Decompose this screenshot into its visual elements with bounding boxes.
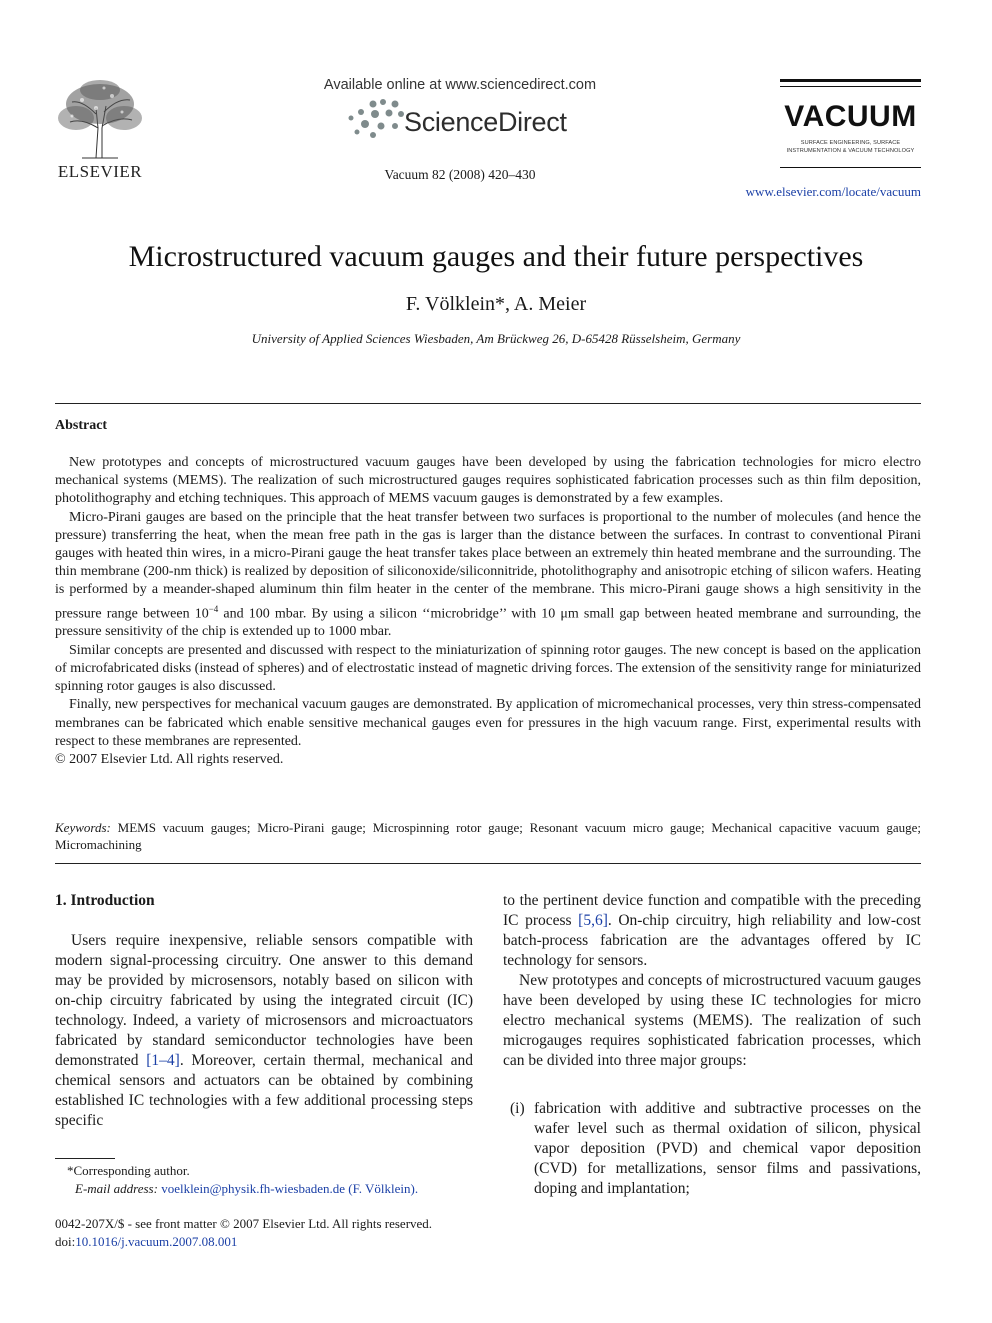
citation-link[interactable]: [5,6] [578,912,608,929]
section-heading: 1. Introduction [55,892,155,909]
journal-citation: Vacuum 82 (2008) 420–430 [384,167,536,182]
corresponding-author-note: *Corresponding author. [67,1163,190,1178]
email-note: E-mail address: voelklein@physik.fh-wiesbaden.de (F. Völklein). [75,1181,419,1196]
journal-rule [780,86,921,87]
journal-subtitle: SURFACE ENGINEERING, SURFACE INSTRUMENTATION & VACUUM TECHNOLOGY [786,140,915,154]
doi-line: doi:10.1016/j.vacuum.2007.08.001 [55,1234,238,1249]
available-online[interactable]: Available online at www.sciencedirect.com [323,77,597,93]
keywords-list: MEMS vacuum gauges; Micro-Pirani gauge; Microspinning rotor gauge; Resonant vacuum micro gauge; Mechanical capacitive vacuum gauge; Micromachining [55,820,921,852]
abstract-paragraph: Similar concepts are presented and discussed with respect to the miniaturization of spinning rotor gauges. The new concept is based on the application of microfabricated disks (instead of spheres) and of electrostatic instead of magnetic driving forces. The extension of the sensitivity range for miniaturized spinning rotor gauges is also discussed. [55,642,921,695]
intro-right-column [503,891,921,1071]
abstract-heading: Abstract [55,418,108,433]
abstract-paragraph: Micro-Pirani gauges are based on the principle that the heat transfer between two surfaces is proportional to the number of molecules (and hence the pressure) transferring the heat, when the mean free path in the gas is larger than the distance between the surfaces. In contrast to conventional Pirani gauges with heated thin wires, in a micro-Pirani gauge the heat transfer takes place between an extremely thin heated membrane and the surrounding. The thin membrane (200-nm thick) is realized by deposition of siliconoxide/siliconnitride, photolithography and anisotropic etching of silicon wafers. Heating is performed by a meander-shaped aluminum thin film heater in the center of the membrane. This micro-Pirani gauge shows a high sensitivity in the pressure range between $10^{-4}$ and 100 mbar. By using a silicon ‘‘microbridge’’ with 10 μm small gap between heated membrane and surrounding, the pressure sensitivity of the chip is extended up to 1000 mbar. [55,509,921,640]
journal-url-link[interactable]: www.elsevier.com/locate/vacuum [745,184,921,199]
intro-paragraph: New prototypes and concepts of microstructured vacuum gauges have been developed by using these IC technologies for micro electro mechanical systems (MEMS). The realization of such microgauges requires sophisticated fabrication processes, which can be divided into three major groups: [503,972,921,1069]
list-item-label: (i) [510,1100,525,1117]
author-affiliation: University of Applied Sciences Wiesbaden, Am Brückweg 26, D-65428 Rüsselsheim, Germany [251,331,741,346]
article-authors: F. Völklein*, A. Meier [405,293,587,315]
abstract-bottom-rule [55,863,921,864]
sciencedirect-dots-icon [343,98,413,140]
list-item-text: fabrication with additive and subtractive processes on the wafer level such as thermal oxidation of silicon, physical vapor deposition (PVD) and chemical vapor deposition (CVD) for metallizations, sensor films and passivations, doping and implantation; [534,1100,921,1197]
intro-paragraph: to the pertinent device function and compatible with the preceding IC process [5,6]. On-chip circuitry, high reliability and low-cost batch-process fabrication are the advantages offered by IC technology for sensors. [503,892,921,969]
journal-rule [780,79,921,82]
doi-link[interactable]: 10.1016/j.vacuum.2007.08.001 [75,1234,238,1249]
abstract-copyright: © 2007 Elsevier Ltd. All rights reserved. [55,751,284,767]
issn-line: 0042-207X/$ - see front matter © 2007 Elsevier Ltd. All rights reserved. [55,1216,433,1231]
intro-left-column [55,931,473,1131]
abstract-body [55,454,921,769]
citation-link[interactable]: [1–4] [146,1052,180,1069]
keywords-label: Keywords: [55,820,111,835]
sciencedirect-wordmark: ScienceDirect [404,107,567,137]
abstract-paragraph: New prototypes and concepts of microstructured vacuum gauges have been developed by using the fabrication technologies for micro electro mechanical systems (MEMS). The realization of such microstructured gauges requires sophisticated fabrication processes such as thin film deposition, photolithography and etching techniques. This approach of MEMS vacuum gauges is demonstrated by a few examples. [55,455,921,507]
keywords [55,819,921,853]
abstract-top-rule [55,403,921,404]
publisher-name: ELSEVIER [57,162,143,181]
footnote-rule [55,1158,115,1159]
intro-paragraph: Users require inexpensive, reliable sensors compatible with modern signal-processing circuitry. One answer to this demand may be provided by microsensors, notably based on silicon with on-chip circuitry fabricated by using the integrated circuit (IC) technology. Indeed, a variety of microsensors and microactuators fabricated by standard semiconductor technologies have been demonstrated [1–4]. Moreover, certain thermal, mechanical and chemical sensors and actuators can be obtained by combining established IC technologies with a few additional processing steps specific [55,932,473,1129]
abstract-paragraph: Finally, new perspectives for mechanical vacuum gauges are demonstrated. By application of micromechanical processes, very thin stress-compensated membranes can be fabricated which enable sensitive mechanical gauges even for pressures in the high vacuum range. First, experimental results with respect to these membranes are represented. [55,697,921,749]
journal-name: VACUUM [784,100,917,133]
article-title: Microstructured vacuum gauges and their future perspectives [128,240,864,273]
email-link[interactable]: voelklein@physik.fh-wiesbaden.de (F. Völklein). [161,1181,419,1196]
journal-rule [780,167,921,168]
